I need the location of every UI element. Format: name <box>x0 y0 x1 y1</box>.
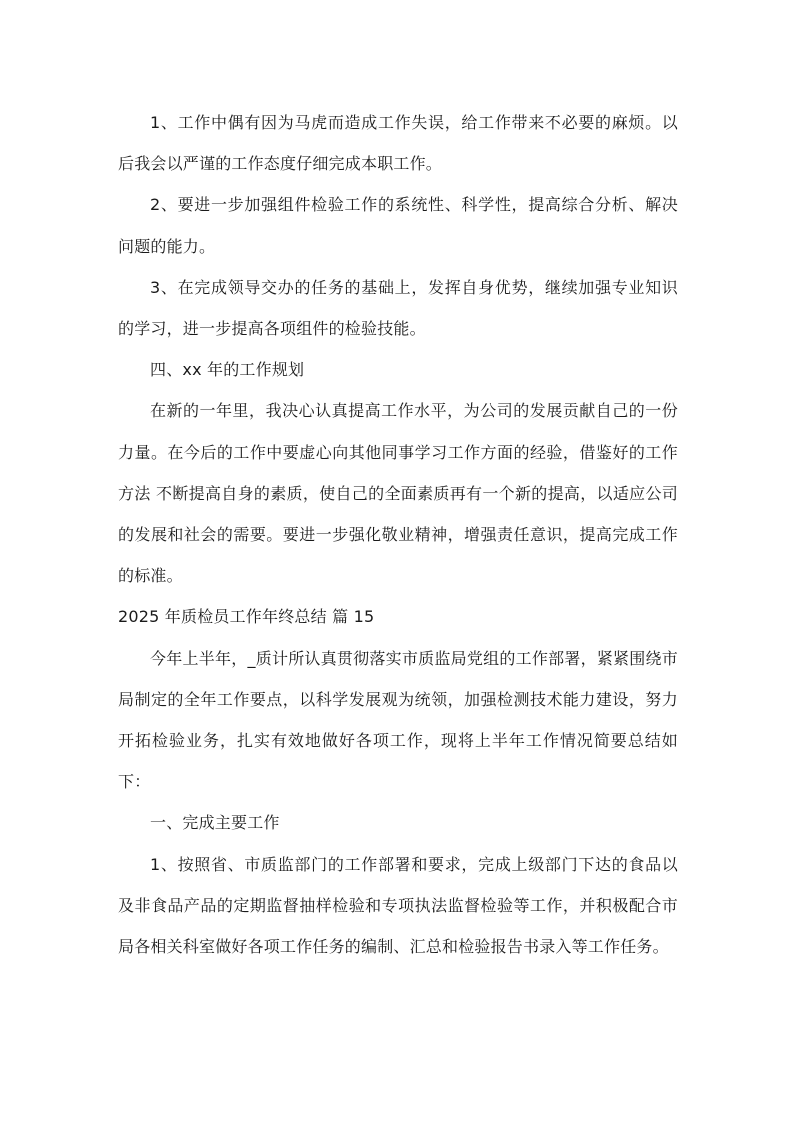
paragraph-plan: 在新的一年里，我决心认真提高工作水平，为公司的发展贡献自己的一份力量。在今后的工作中要虚心向其他同事学习工作方面的经验，借鉴好的工作方法 不断提高自身的素质，使自己的全面素质再有一个新的提高，以适应公司的发展和社会的需要。要进一步强化敬业精神，增强责任意识，提高完成工作的标准。 <box>118 401 678 586</box>
section-heading-main-work: 一、完成主要工作 <box>150 813 280 833</box>
article-title: 2025 年质检员工作年终总结 篇 15 <box>118 607 375 627</box>
section-heading-plan: 四、xx 年的工作规划 <box>150 360 305 380</box>
paragraph-3: 3、在完成领导交办的任务的基础上，发挥自身优势，继续加强专业知识的学习，进一步提高各项组件的检验技能。 <box>118 277 678 339</box>
document-body <box>118 102 678 967</box>
paragraph-2: 2、要进一步加强组件检验工作的系统性、科学性，提高综合分析、解决问题的能力。 <box>118 195 678 256</box>
paragraph-1: 1、工作中偶有因为马虎而造成工作失误，给工作带来不必要的麻烦。以后我会以严谨的工作态度仔细完成本职工作。 <box>118 113 678 174</box>
paragraph-intro: 今年上半年，_质计所认真贯彻落实市质监局党组的工作部署，紧紧围绕市局制定的全年工作要点，以科学发展观为统领，加强检测技术能力建设，努力开拓检验业务，扎实有效地做好各项工作，现将上半年工作情况简要总结如下： <box>118 648 678 792</box>
paragraph-main-work-1: 1、按照省、市质监部门的工作部署和要求，完成上级部门下达的食品以及非食品产品的定期监督抽样检验和专项执法监督检验等工作，并积极配合市局各相关科室做好各项工作任务的编制、汇总和检验报告书录入等工作任务。 <box>118 854 678 957</box>
